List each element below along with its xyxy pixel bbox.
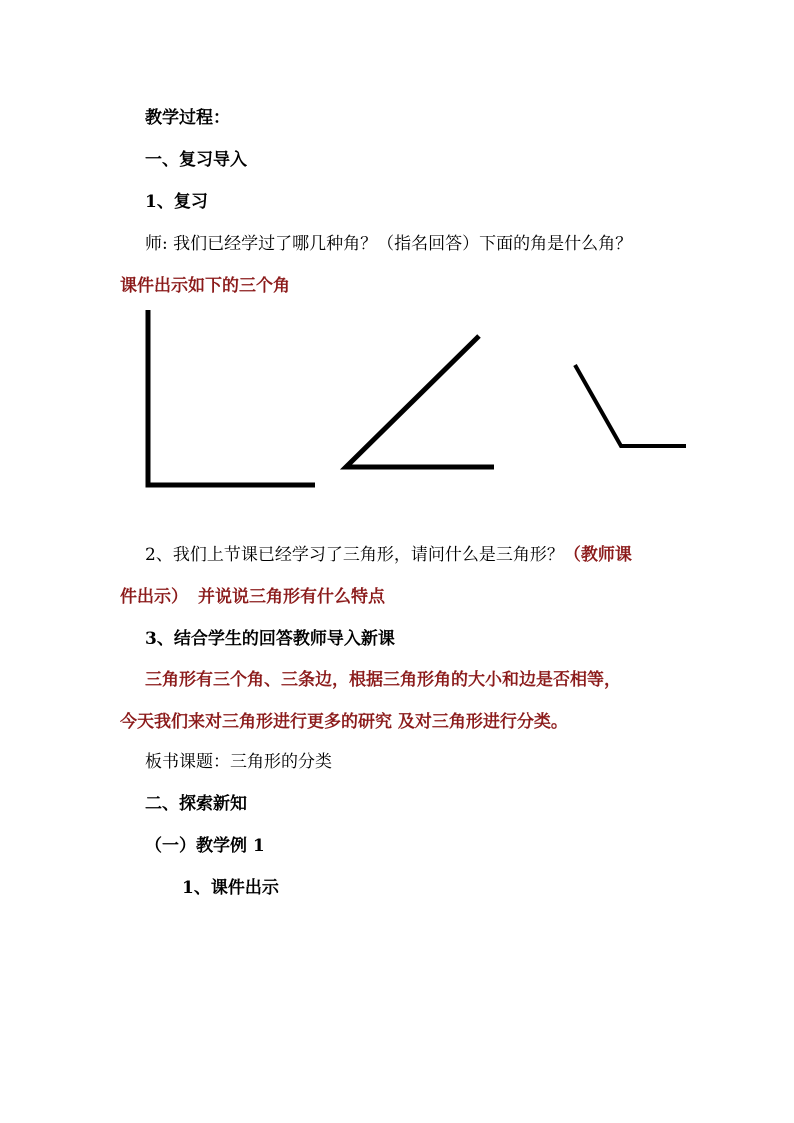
heading-review-intro: 一、复习导入: [145, 150, 247, 170]
subheading-review: 1、复习: [145, 192, 208, 212]
teacher-question: 师: 我们已经学过了哪几种角？（指名回答）下面的角是什么角？: [145, 234, 633, 254]
example-1: （一）教学例 1: [145, 836, 265, 856]
question-2-note-cont: 件出示）: [120, 587, 188, 607]
question-2-text: 2、我们上节课已经学习了三角形，请问什么是三角形？: [145, 545, 564, 565]
intro-line-2: 今天我们来对三角形进行更多的研究 及对三角形进行分类。: [120, 712, 568, 732]
heading-teaching-process: 教学过程：: [145, 108, 230, 128]
right-angle: [148, 310, 315, 485]
question-2-note: （教师课: [563, 545, 632, 565]
heading-explore: 二、探索新知: [145, 794, 247, 814]
subheading-3: 3、结合学生的回答教师导入新课: [145, 629, 395, 649]
acute-angle: [346, 336, 494, 467]
obtuse-angle: [575, 365, 686, 446]
slide-note: 课件出示如下的三个角: [120, 276, 290, 296]
question-2: [145, 545, 632, 565]
question-2-continued: [120, 587, 385, 607]
slide-1: 1、课件出示: [182, 878, 279, 898]
board-title: 板书课题：三角形的分类: [145, 752, 332, 772]
question-2-features: 并说说三角形有什么特点: [198, 587, 385, 607]
intro-line-1: 三角形有三个角、三条边，根据三角形角的大小和边是否相等，: [145, 670, 621, 690]
